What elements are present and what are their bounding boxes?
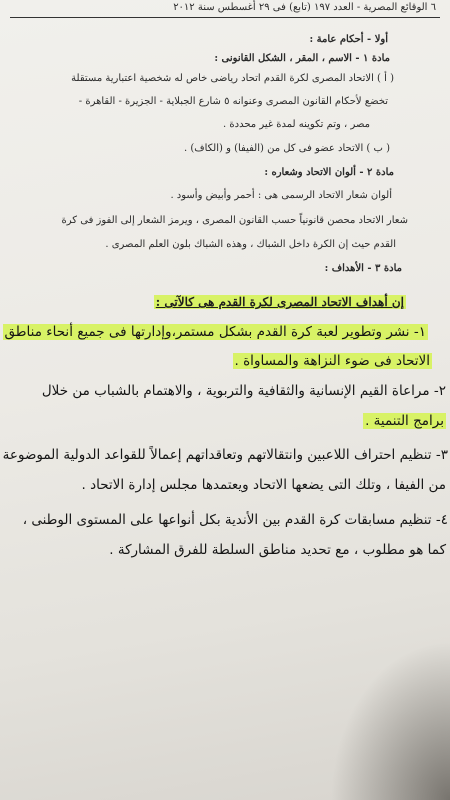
- goal-4-line-2: كما هو مطلوب ، مع تحديد مناطق السلطة للفرق المشاركة .: [109, 542, 446, 558]
- article-3-heading: مادة ٣ - الأهداف :: [324, 263, 402, 274]
- article-2-logo-line-1: شعار الاتحاد محصن قانونياً حسب القانون المصرى ، ويرمز الشعار إلى الفوز فى كرة: [61, 215, 408, 226]
- article-2-colors: ألوان شعار الاتحاد الرسمى هى : أحمر وأبيض وأسود .: [170, 190, 392, 201]
- goal-3-line-2: من الفيفا ، وتلك التى يضعها الاتحاد ويعتمدها مجلس إدارة الاتحاد .: [81, 477, 446, 493]
- goal-3-line-1: ٣- تنظيم احتراف اللاعبين وانتقالاتهم وتعاقداتهم إعمالاً للقواعد الدولية الموضوعة: [2, 447, 448, 463]
- goal-2-line-1: ٢- مراعاة القيم الإنسانية والثقافية والتربوية ، والاهتمام بالشباب من خلال: [41, 383, 446, 399]
- article-1a-line-2: تخضع لأحكام القانون المصرى وعنوانه ٥ شارع الجبلاية - الجزيرة - القاهرة -: [78, 96, 388, 107]
- goal-1-line-2-text: الاتحاد فى ضوء النزاهة والمساواة .: [234, 353, 430, 369]
- section-title: أولا - أحكام عامة :: [309, 34, 388, 45]
- article-1a-line-1: ( أ ) الاتحاد المصرى لكرة القدم اتحاد رياضى خاص له شخصية اعتبارية مستقلة: [71, 73, 394, 84]
- article-2-heading: مادة ٢ - ألوان الاتحاد وشعاره :: [264, 167, 394, 178]
- page-header: ٦ الوقائع المصرية - العدد ١٩٧ (تابع) فى ٢٩ أغسطس سنة ٢٠١٢: [173, 2, 436, 13]
- goal-2-line-2: [363, 413, 446, 429]
- goal-1-line-2: [233, 353, 432, 369]
- goal-2-line-2-text: برامج التنمية .: [365, 413, 444, 429]
- goal-1-line-1-text: ١- نشر وتطوير لعبة كرة القدم بشكل مستمر،وإدارتها فى جميع أنحاء مناطق: [4, 324, 426, 340]
- article-1a-line-3: مصر ، وتم تكوينه لمدة غير محددة .: [223, 119, 370, 130]
- article-1-heading: مادة ١ - الاسم ، المقر ، الشكل القانونى :: [214, 53, 390, 64]
- article-3-intro: [154, 295, 406, 309]
- article-2-logo-line-2: القدم حيث إن الكرة داخل الشباك ، وهذه الشباك بلون العلم المصرى .: [105, 239, 396, 250]
- photo-shadow: [330, 640, 450, 800]
- goal-1-line-1: [3, 324, 428, 340]
- article-3-intro-text: إن أهداف الاتحاد المصرى لكرة القدم هى كالآتى :: [155, 295, 404, 309]
- header-divider: [10, 17, 440, 18]
- goal-4-line-1: ٤- تنظيم مسابقات كرة القدم بين الأندية بكل أنواعها على المستوى الوطنى ،: [22, 512, 448, 528]
- article-1b: ( ب ) الاتحاد عضو فى كل من (الفيفا) و (الكاف) .: [183, 143, 390, 154]
